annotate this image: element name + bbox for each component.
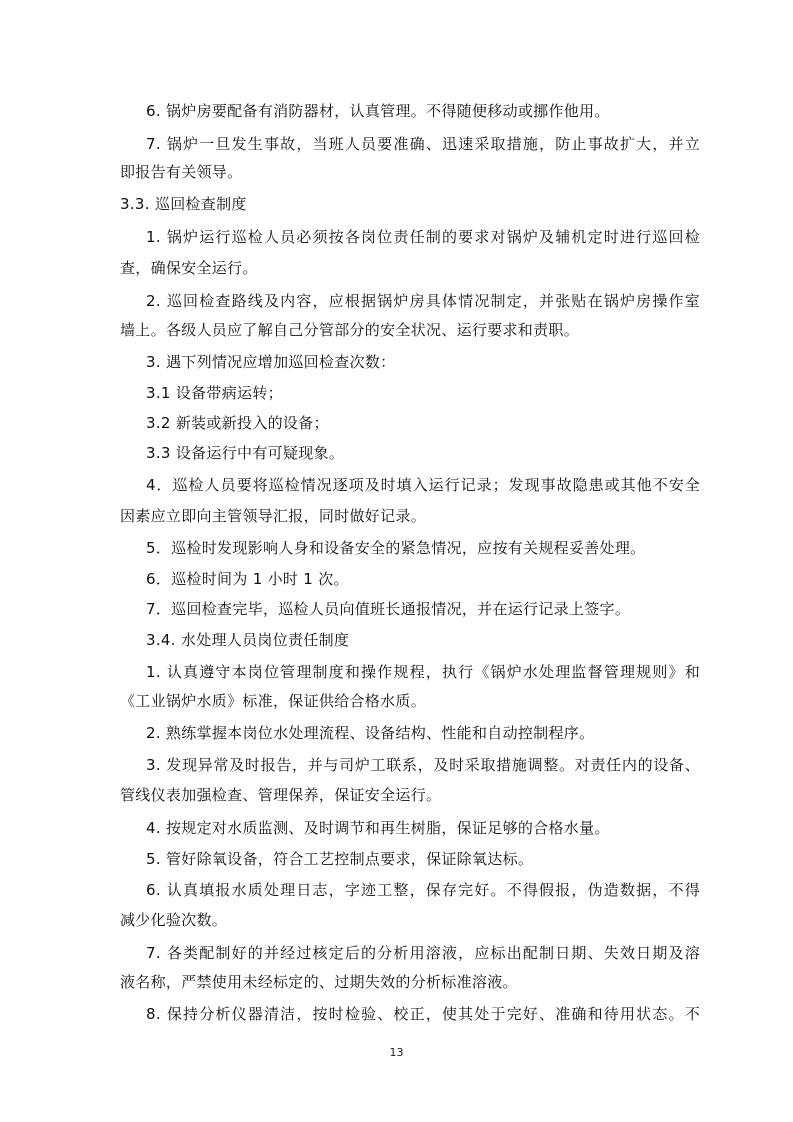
list-item: 3.3 设备运行中有可疑现象。	[146, 444, 345, 462]
paragraph-line: 3. 遇下列情况应增加巡回检查次数：	[146, 353, 396, 371]
paragraph-line: 4. 按规定对水质监测、及时调节和再生树脂，保证足够的合格水量。	[146, 819, 610, 837]
paragraph-line: 即报告有关领导。	[120, 163, 243, 181]
paragraph-line: 7. 各类配制好的并经过核定后的分析用溶液，应标出配制日期、失效日期及溶	[146, 944, 700, 962]
paragraph-line: 6. 认真填报水质处理日志，字迹工整，保存完好。不得假报，伪造数据，不得	[146, 881, 700, 899]
paragraph-line: 液名称，严禁使用未经标定的、过期失效的分析标准溶液。	[120, 973, 518, 991]
section-heading: 3.3. 巡回检查制度	[120, 195, 247, 213]
paragraph-line: 2. 巡回检查路线及内容，应根据锅炉房具体情况制定，并张贴在锅炉房操作室	[146, 292, 700, 310]
paragraph-line: 5．巡检时发现影响人身和设备安全的紧急情况，应按有关规程妥善处理。	[146, 539, 646, 557]
paragraph-line: 管线仪表加强检查、管理保养，保证安全运行。	[120, 786, 442, 804]
paragraph-line: 4．巡检人员要将巡检情况逐项及时填入运行记录；发现事故隐患或其他不安全	[146, 476, 700, 494]
section-heading: 3.4. 水处理人员岗位责任制度	[146, 631, 350, 649]
paragraph-line: 查，确保安全运行。	[120, 259, 258, 277]
list-item: 3.2 新装或新投入的设备；	[146, 414, 329, 432]
paragraph-line: 墙上。各级人员应了解自己分管部分的安全状况、运行要求和责职。	[120, 321, 580, 339]
paragraph-line: 因素应立即向主管领导汇报，同时做好记录。	[120, 507, 427, 525]
paragraph-line: 1. 锅炉运行巡检人员必须按各岗位责任制的要求对锅炉及辅机定时进行巡回检	[146, 228, 700, 246]
paragraph-line: 2. 熟练掌握本岗位水处理流程、设备结构、性能和自动控制程序。	[146, 724, 595, 742]
paragraph-line: 6. 锅炉房要配备有消防器材，认真管理。不得随便移动或挪作他用。	[146, 102, 610, 120]
paragraph-line: 减少化验次数。	[120, 911, 228, 929]
paragraph-line: 7．巡回检查完毕，巡检人员向值班长通报情况，并在运行记录上签字。	[146, 600, 631, 618]
paragraph-line: 5. 管好除氧设备，符合工艺控制点要求，保证除氧达标。	[146, 850, 534, 868]
paragraph-line: 7. 锅炉一旦发生事故，当班人员要准确、迅速采取措施，防止事故扩大，并立	[146, 135, 700, 153]
paragraph-line: 《工业锅炉水质》标准，保证供给合格水质。	[120, 692, 427, 710]
list-item: 3.1 设备带病运转；	[146, 384, 283, 402]
paragraph-line: 3. 发现异常及时报告，并与司炉工联系，及时采取措施调整。对责任内的设备、	[146, 756, 700, 774]
paragraph-line: 1. 认真遵守本岗位管理制度和操作规程，执行《锅炉水处理监督管理规则》和	[146, 663, 700, 681]
page-number: 13	[389, 1046, 404, 1059]
paragraph-line: 8. 保持分析仪器清洁，按时检验、校正，使其处于完好、准确和待用状态。不	[146, 1005, 700, 1023]
paragraph-line: 6．巡检时间为 1 小时 1 次。	[146, 570, 349, 588]
